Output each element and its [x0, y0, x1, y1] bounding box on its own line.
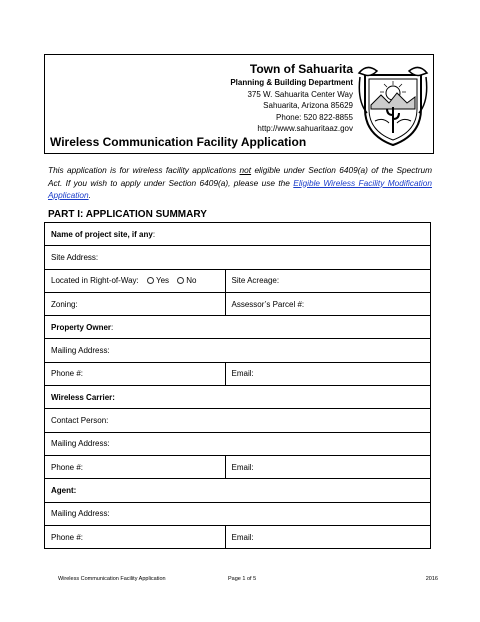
zoning-field[interactable]: [45, 292, 226, 315]
form-title: Wireless Communication Facility Application: [50, 135, 307, 149]
owner-phone-field[interactable]: [45, 362, 226, 385]
field-label: Phone #:: [51, 462, 84, 472]
yes-label: Yes: [155, 276, 170, 286]
field-label: Zoning:: [51, 299, 78, 309]
table-row: [45, 362, 431, 385]
footer-date: 2016: [425, 576, 438, 582]
eligible-modification-link[interactable]: Eligible Wireless Facility Modification Application: [48, 177, 432, 200]
contact-person-field[interactable]: [45, 409, 431, 432]
table-row: [45, 339, 431, 362]
table-row: [45, 292, 431, 315]
agent-mailing-field[interactable]: [45, 502, 431, 525]
carrier-email-field[interactable]: [225, 455, 430, 478]
right-of-way-field: [45, 269, 226, 292]
carrier-mailing-field[interactable]: [45, 432, 431, 455]
no-label: No: [186, 276, 197, 286]
field-label: Property Owner: [51, 322, 112, 332]
carrier-phone-field[interactable]: [45, 455, 226, 478]
department-name: Planning & Building Department: [230, 78, 353, 87]
town-seal-icon: [357, 61, 429, 147]
agent-phone-field[interactable]: [45, 525, 226, 548]
intro-text-1: This application is for wireless facility applications: [48, 165, 240, 175]
field-label: Site Acreage:: [231, 276, 280, 286]
website-url: http://www.sahuaritaaz.gov: [257, 124, 353, 133]
site-acreage-field[interactable]: [225, 269, 430, 292]
field-label: Email:: [231, 462, 254, 472]
field-label: Mailing Address:: [51, 346, 110, 356]
town-name: Town of Sahuarita: [249, 62, 353, 76]
agent-email-field[interactable]: [225, 525, 430, 548]
part-heading: PART I: APPLICATION SUMMARY: [48, 209, 207, 220]
field-label: Name of project site, if any: [51, 229, 153, 239]
intro-paragraph: [48, 164, 432, 202]
field-label: Wireless Carrier:: [51, 392, 115, 402]
table-row: [45, 386, 431, 409]
field-label: Agent:: [51, 485, 77, 495]
table-row: [45, 316, 431, 339]
field-label: Mailing Address:: [51, 509, 110, 519]
header-box: [44, 54, 434, 154]
field-label: Located in Right-of-Way:: [51, 276, 139, 286]
address-line-2: Sahuarita, Arizona 85629: [263, 101, 353, 110]
intro-text-2: eligible under Section 6409(a) of the Spectrum Act. If you wish to apply under Section 6409(a), please use the: [48, 165, 432, 188]
table-row: [45, 223, 431, 246]
phone-number: Phone: 520 822-8855: [276, 112, 353, 122]
address-line-1: 375 W. Sahuarita Center Way: [247, 89, 353, 99]
field-label: Mailing Address:: [51, 439, 110, 449]
owner-mailing-field[interactable]: [45, 339, 431, 362]
table-row: [45, 502, 431, 525]
field-label: Assessor’s Parcel #:: [231, 299, 305, 309]
field-label: Email:: [231, 532, 254, 542]
footer-form-name: Wireless Communication Facility Application: [58, 576, 166, 582]
table-row: [45, 525, 431, 548]
table-row: [45, 455, 431, 478]
intro-emphasis: not: [239, 165, 252, 175]
no-radio[interactable]: [177, 277, 184, 284]
site-address-field[interactable]: [45, 246, 431, 269]
table-row: [45, 246, 431, 269]
footer-page-number: Page 1 of 5: [228, 576, 257, 582]
yes-radio[interactable]: [147, 277, 154, 284]
owner-email-field[interactable]: [225, 362, 430, 385]
application-summary-table: [44, 222, 431, 549]
table-row: [45, 479, 431, 502]
table-row: [45, 432, 431, 455]
parcel-field[interactable]: [225, 292, 430, 315]
wireless-carrier-field[interactable]: [45, 386, 431, 409]
contact-block: [230, 61, 353, 135]
field-label: Site Address:: [51, 252, 99, 262]
field-label: Email:: [231, 369, 254, 379]
property-owner-field[interactable]: Property Owner:: [45, 316, 431, 339]
field-label: Phone #:: [51, 369, 84, 379]
table-row: [45, 269, 431, 292]
field-label: Contact Person:: [51, 416, 109, 426]
agent-field[interactable]: [45, 479, 431, 502]
intro-text-3: .: [88, 190, 91, 200]
table-row: [45, 409, 431, 432]
project-name-field[interactable]: Name of project site, if any:: [45, 223, 431, 246]
field-label: Phone #:: [51, 532, 84, 542]
